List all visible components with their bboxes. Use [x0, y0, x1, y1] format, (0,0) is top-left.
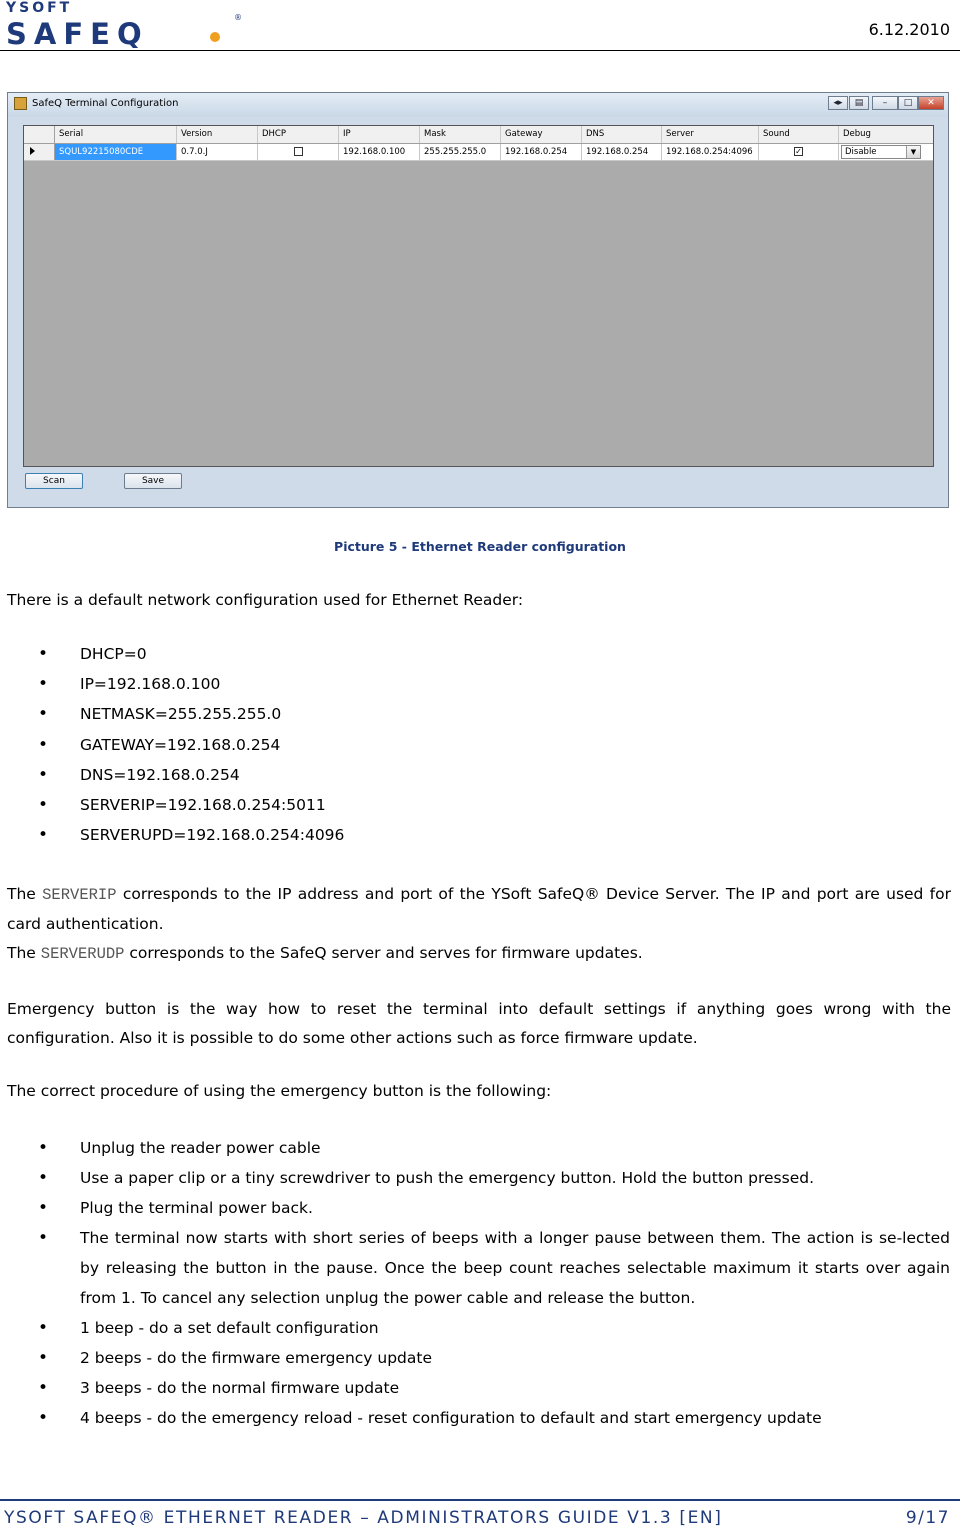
column-header-server[interactable]: Server [662, 126, 759, 143]
emergency-paragraph: Emergency button is the way how to reset the terminal into default settings if anything goes wrong with the configuration. Also it is possible to do some other actions such as force firmware update. [7, 1000, 951, 1047]
header-divider [0, 50, 960, 51]
cell-mask[interactable]: 255.255.255.0 [420, 144, 501, 160]
header-date: 6.12.2010 [868, 20, 950, 39]
window-extra-button-2[interactable]: ▤ [849, 96, 869, 110]
column-header-gateway[interactable]: Gateway [501, 126, 582, 143]
serverudp-pre: The [7, 944, 41, 962]
debug-dropdown-value: Disable [845, 147, 877, 157]
maximize-button[interactable]: □ [898, 96, 918, 110]
cell-ip[interactable]: 192.168.0.100 [339, 144, 420, 160]
window-title: SafeQ Terminal Configuration [32, 98, 179, 109]
logo-safeq-text: SAFEQ [6, 17, 149, 48]
column-header-version[interactable]: Version [177, 126, 258, 143]
logo-registered-mark: ® [234, 13, 242, 22]
cell-debug[interactable] [839, 144, 933, 160]
column-header-mask[interactable]: Mask [420, 126, 501, 143]
page-number: 9/17 [905, 1508, 950, 1528]
cell-sound[interactable] [759, 144, 839, 160]
list-item: • 2 beeps - do the firmware emergency update [0, 1343, 950, 1373]
grid-header-row [24, 126, 933, 144]
column-header-dns[interactable]: DNS [582, 126, 662, 143]
list-item: • 1 beep - do a set default configuration [0, 1313, 950, 1343]
table-row[interactable] [24, 144, 933, 161]
serverudp-post: corresponds to the SafeQ server and serves for firmware updates. [124, 944, 643, 962]
current-row-arrow-icon [30, 147, 35, 155]
row-selector[interactable] [24, 144, 55, 160]
cell-serial[interactable]: SQUL92215080CDE [55, 144, 177, 160]
ysoft-safeq-logo [6, 0, 246, 48]
window-titlebar [8, 93, 948, 117]
serverudp-code: SERVERUDP [40, 945, 125, 963]
footer-title: YSOFT SAFEQ® ETHERNET READER – ADMINISTRATORS GUIDE V1.3 [EN] [4, 1508, 723, 1528]
cell-dhcp[interactable] [258, 144, 339, 160]
list-item: • Use a paper clip or a tiny screwdriver to push the emergency button. Hold the button pressed. [0, 1163, 950, 1193]
column-header-sound[interactable]: Sound [759, 126, 839, 143]
terminal-grid [23, 125, 934, 467]
serverip-post: corresponds to the IP address and port of the YSoft SafeQ® Device Server. The IP and port are used for card authentication. [7, 885, 951, 933]
footer-divider [0, 1499, 960, 1501]
cell-gateway[interactable]: 192.168.0.254 [501, 144, 582, 160]
config-window-screenshot [7, 92, 949, 508]
list-item: • DNS=192.168.0.254 [0, 760, 950, 790]
chevron-down-icon[interactable]: ▼ [906, 146, 920, 158]
list-item: • SERVERIP=192.168.0.254:5011 [0, 790, 950, 820]
list-item: • Unplug the reader power cable [0, 1133, 950, 1163]
serverudp-paragraph [7, 939, 951, 969]
serverip-pre: The [7, 885, 43, 903]
list-item: • 4 beeps - do the emergency reload - reset configuration to default and start emergency update [0, 1403, 950, 1433]
list-item: • The terminal now starts with short series of beeps with a longer pause between them. The action is se-lected by releasing the button in the pause. Once the beep count reaches selectable maximum it starts over again from 1. To cancel any selection unplug the power cable and release the button. [0, 1223, 950, 1313]
minimize-button[interactable]: – [872, 96, 898, 110]
column-header-serial[interactable]: Serial [55, 126, 177, 143]
list-item: • GATEWAY=192.168.0.254 [0, 730, 950, 760]
cell-version[interactable]: 0.7.0.J [177, 144, 258, 160]
list-item: • DHCP=0 [0, 639, 950, 669]
column-header-debug[interactable]: Debug [843, 129, 871, 139]
serverip-paragraph [7, 880, 951, 939]
scan-button[interactable]: Scan [25, 473, 83, 489]
debug-dropdown[interactable] [841, 145, 921, 159]
window-extra-button-1[interactable]: ◂▸ [828, 96, 848, 110]
save-button[interactable]: Save [124, 473, 182, 489]
default-config-list [0, 639, 950, 850]
cell-dns[interactable]: 192.168.0.254 [582, 144, 662, 160]
close-button[interactable]: ✕ [918, 96, 944, 110]
sound-checkbox[interactable]: ✓ [795, 147, 802, 156]
list-item: • Plug the terminal power back. [0, 1193, 950, 1223]
list-item: • IP=192.168.0.100 [0, 669, 950, 699]
emergency-steps-list [0, 1133, 950, 1433]
serverip-code: SERVERIP [42, 886, 117, 904]
list-item: • NETMASK=255.255.255.0 [0, 699, 950, 729]
app-icon [14, 97, 27, 110]
figure-caption: Picture 5 - Ethernet Reader configuration [334, 539, 626, 554]
list-item: • 3 beeps - do the normal firmware update [0, 1373, 950, 1403]
intro-paragraph: There is a default network configuration used for Ethernet Reader: [7, 591, 524, 609]
dhcp-checkbox[interactable] [294, 147, 303, 156]
column-header-dhcp[interactable]: DHCP [258, 126, 339, 143]
row-header-corner [24, 126, 55, 143]
logo-ysoft-text: YSOFT [6, 0, 73, 16]
procedure-paragraph: The correct procedure of using the emergency button is the following: [7, 1082, 552, 1100]
list-item: • SERVERUPD=192.168.0.254:4096 [0, 820, 950, 850]
column-header-ip[interactable]: IP [339, 126, 420, 143]
cell-server[interactable]: 192.168.0.254:4096 [662, 144, 759, 160]
